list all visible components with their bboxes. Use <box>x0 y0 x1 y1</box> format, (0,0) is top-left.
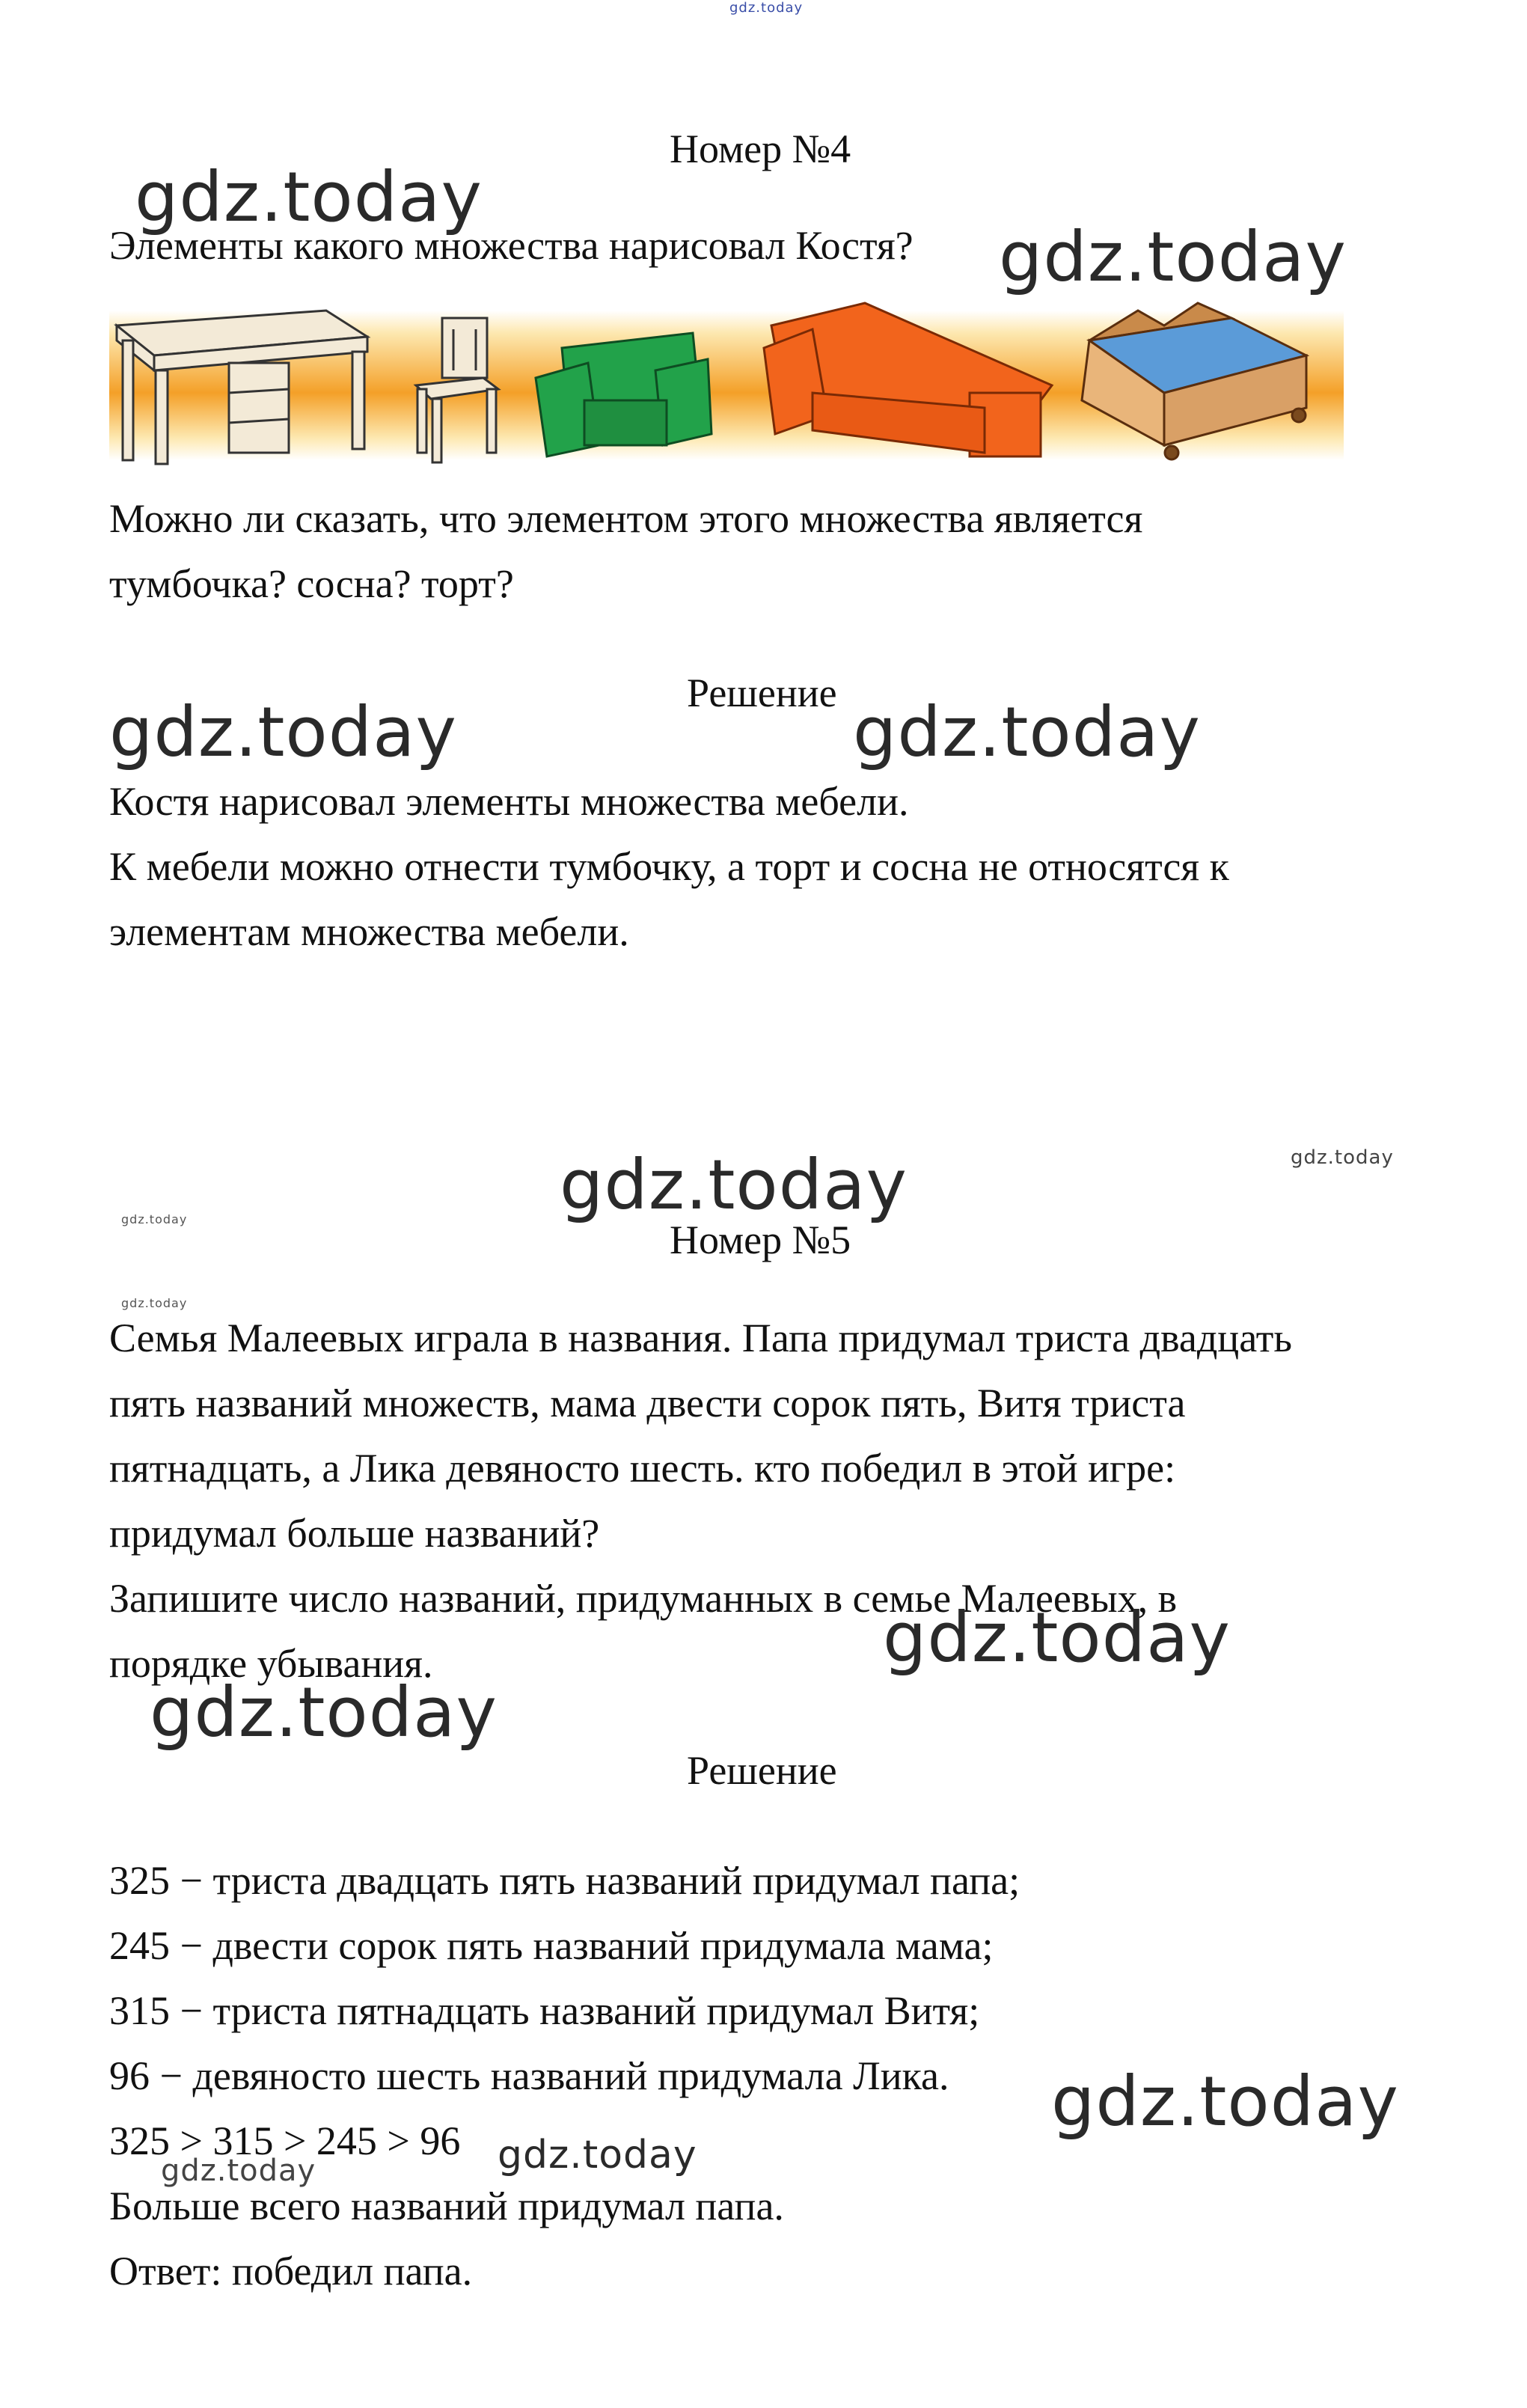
task5-solution-line: 245 − двести сорок пять названий придумала мама; <box>109 1923 994 1968</box>
armchair-icon <box>536 333 712 456</box>
task4-solution-line: элементам множества мебели. <box>109 909 629 954</box>
task5-solution-line: 325 − триста двадцать пять названий придумал папа; <box>109 1858 1020 1903</box>
task5-solution-line: 325 > 315 > 245 > 96 <box>109 2118 461 2163</box>
watermark-top: gdz.today <box>729 0 804 16</box>
task5-solution <box>109 1848 1020 2304</box>
watermark: gdz.today <box>883 1598 1231 1678</box>
task5-solution-line: Больше всего названий придумал папа. <box>109 2184 784 2228</box>
task5-solution-title: Решение <box>687 1748 837 1793</box>
task5-question-line: пятнадцать, а Лика девяносто шесть. кто победил в этой игре: <box>109 1446 1176 1491</box>
task5-question-line: порядке убывания. <box>109 1641 433 1686</box>
watermark: gdz.today <box>1051 2062 1399 2142</box>
task5-solution-line: 96 − девяносто шесть названий придумала Лика. <box>109 2053 949 2098</box>
task5-question-line: придумал больше названий? <box>109 1511 600 1556</box>
watermark: gdz.today <box>161 2154 316 2188</box>
task5-question-line: пять названий множеств, мама двести сорок пять, Витя триста <box>109 1381 1186 1425</box>
watermark: gdz.today <box>853 692 1201 772</box>
task5-question-line: Запишите число названий, придуманных в семье Малеевых, в <box>109 1576 1178 1621</box>
watermark: gdz.today <box>121 1296 188 1310</box>
task4-follow-up-line: Можно ли сказать, что элементом этого множества является <box>109 496 1143 541</box>
task4-follow-up <box>109 486 1142 617</box>
task4-question-text: Элементы какого множества нарисовал Костя? <box>109 223 914 268</box>
task4-solution-title: Решение <box>687 670 837 715</box>
task5-solution-line: Ответ: победил папа. <box>109 2249 473 2294</box>
task4-title: Номер №4 <box>670 126 851 171</box>
watermark: gdz.today <box>135 157 483 237</box>
watermark: gdz.today <box>150 1672 498 1752</box>
watermark: gdz.today <box>1291 1146 1394 1169</box>
watermark: gdz.today <box>109 692 457 772</box>
watermark: gdz.today <box>121 1212 188 1226</box>
task4-solution-line: К мебели можно отнести тумбочку, а торт и сосна не относятся к <box>109 844 1229 889</box>
task5-question-line: Семья Малеевых играла в названия. Папа придумал триста двадцать <box>109 1315 1293 1360</box>
task4-solution <box>109 769 1229 965</box>
furniture-banner <box>109 296 1344 475</box>
watermark: gdz.today <box>999 217 1347 297</box>
watermark: gdz.today <box>560 1145 908 1225</box>
watermark: gdz.today <box>498 2133 697 2178</box>
task5-solution-line: 315 − триста пятнадцать названий придумал Витя; <box>109 1988 980 2033</box>
task4-solution-line: Костя нарисовал элементы множества мебели. <box>109 779 909 824</box>
task4-follow-up-line: тумбочка? сосна? торт? <box>109 561 514 606</box>
task5-title: Номер №5 <box>670 1217 851 1262</box>
